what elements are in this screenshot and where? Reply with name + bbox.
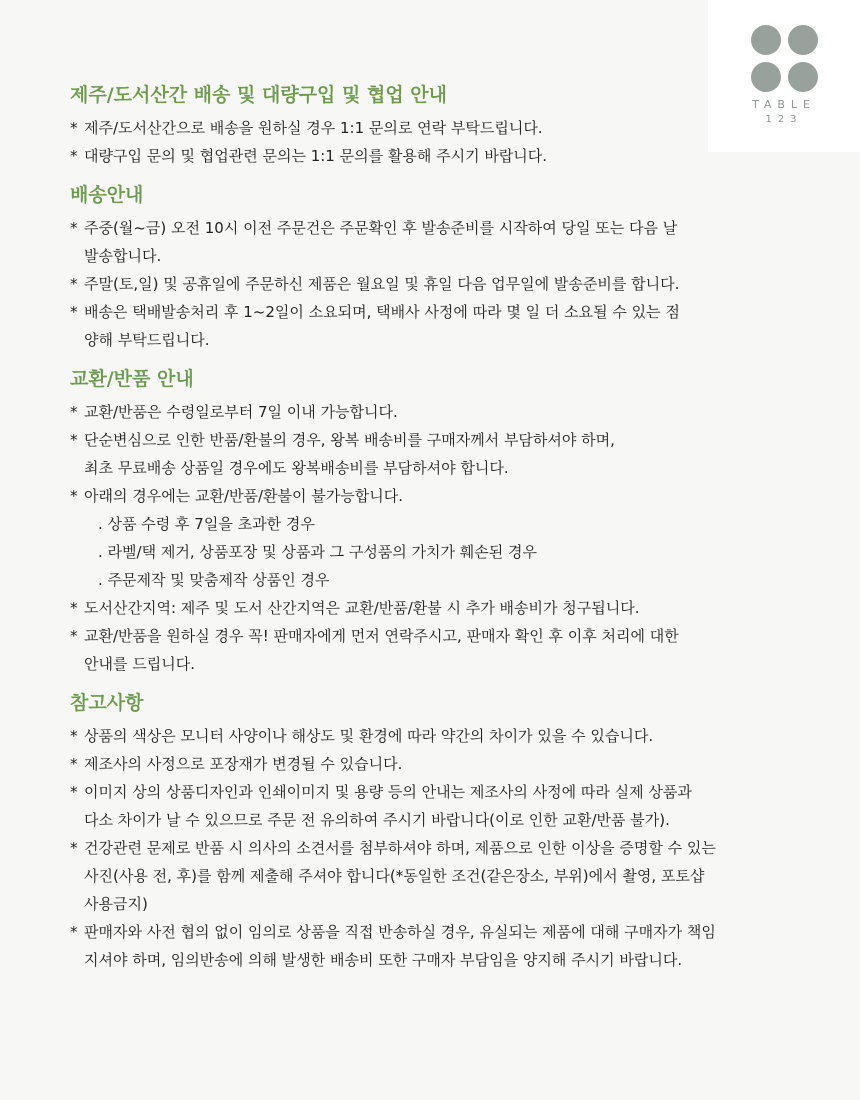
list-item	[70, 270, 790, 298]
sub-item-text: 주문제작 및 맞춤제작 상품인 경우	[107, 571, 330, 589]
sub-item-text: 상품 수령 후 7일을 초과한 경우	[107, 515, 315, 533]
list-item	[70, 750, 790, 778]
section-title-notes: 참고사항	[70, 692, 144, 714]
item-text: * 건강관련 문제로 반품 시 의사의 소견서를 첨부하셔야 하며, 제품으로 인한 이상을 증명할 수 있는	[84, 839, 716, 857]
section-list	[70, 722, 790, 974]
list-item	[70, 594, 790, 622]
item-text: 양해 부탁드립니다.	[84, 331, 210, 349]
logo-text-table: TABLE	[751, 98, 816, 111]
item-text: 발송합니다.	[84, 247, 162, 265]
section-list	[70, 214, 790, 354]
section-list	[70, 398, 790, 678]
section-title-delivery: 배송안내	[70, 184, 144, 206]
item-text: * 이미지 상의 상품디자인과 인쇄이미지 및 용량 등의 안내는 제조사의 사정에 따라 실제 상품과	[84, 783, 692, 801]
list-item	[70, 778, 790, 834]
list-item	[70, 426, 790, 482]
logo-dot	[788, 62, 818, 92]
logo-dot	[751, 25, 781, 55]
item-text: * 상품의 색상은 모니터 사양이나 해상도 및 환경에 따라 약간의 차이가 있을 수 있습니다.	[84, 727, 654, 745]
item-text: 최초 무료배송 상품일 경우에도 왕복배송비를 부담하셔야 합니다.	[84, 459, 509, 477]
item-text: * 아래의 경우에는 교환/반품/환불이 불가능합니다.	[84, 487, 403, 505]
list-item	[70, 622, 790, 678]
list-item	[70, 834, 790, 918]
logo-dot	[788, 25, 818, 55]
list-item	[70, 142, 790, 170]
sub-item-text: 라벨/택 제거, 상품포장 및 상품과 그 구성품의 가치가 훼손된 경우	[107, 543, 538, 561]
list-item	[70, 214, 790, 270]
section-title-shipping-bulk: 제주/도서산간 배송 및 대량구입 및 협업 안내	[70, 84, 448, 106]
item-text: * 단순변심으로 인한 반품/환불의 경우, 왕복 배송비를 구매자께서 부담하셔야 하며,	[84, 431, 615, 449]
sub-list-item	[98, 538, 790, 566]
item-text: 다소 차이가 날 수 있으므로 주문 전 유의하여 주시기 바랍니다(이로 인한 교환/반품 불가).	[84, 811, 670, 829]
item-text: 사용금지)	[84, 895, 148, 913]
item-text: * 도서산간지역: 제주 및 도서 산간지역은 교환/반품/환불 시 추가 배송비가 청구됩니다.	[84, 599, 640, 617]
item-text: * 주중(월~금) 오전 10시 이전 주문건은 주문확인 후 발송준비를 시작하여 당일 또는 다음 날	[84, 219, 678, 237]
notice-content	[70, 80, 790, 984]
section-title-exchange-return: 교환/반품 안내	[70, 368, 194, 390]
item-text: * 제조사의 사정으로 포장재가 변경될 수 있습니다.	[84, 755, 403, 773]
list-item	[70, 722, 790, 750]
list-item	[70, 114, 790, 142]
list-item	[70, 482, 790, 594]
item-text: * 판매자와 사전 협의 없이 임의로 상품을 직접 반송하실 경우, 유실되는 제품에 대해 구매자가 책임	[84, 923, 716, 941]
item-text: 안내를 드립니다.	[84, 655, 195, 673]
item-text: * 배송은 택배발송처리 후 1~2일이 소요되며, 택배사 사정에 따라 몇 일 더 소요될 수 있는 점	[84, 303, 680, 321]
item-text: * 대량구입 문의 및 협업관련 문의는 1:1 문의를 활용해 주시기 바랍니다.	[84, 147, 548, 165]
item-text: * 교환/반품을 원하실 경우 꼭! 판매자에게 먼저 연락주시고, 판매자 확인 후 이후 처리에 대한	[84, 627, 679, 645]
logo-text-number: 123	[765, 114, 803, 125]
section-list	[70, 114, 790, 170]
list-item	[70, 918, 790, 974]
sub-list-item	[98, 510, 790, 538]
list-item	[70, 398, 790, 426]
item-text: * 교환/반품은 수령일로부터 7일 이내 가능합니다.	[84, 403, 398, 421]
sub-list-item	[98, 566, 790, 594]
sub-list	[84, 510, 790, 594]
item-text: * 주말(토,일) 및 공휴일에 주문하신 제품은 월요일 및 휴일 다음 업무일에 발송준비를 합니다.	[84, 275, 680, 293]
item-text: 지셔야 하며, 임의반송에 의해 발생한 배송비 또한 구매자 부담임을 양지해 주시기 바랍니다.	[84, 951, 683, 969]
item-text: 사진(사용 전, 후)를 함께 제출해 주셔야 합니다(*동일한 조건(같은장소, 부위)에서 촬영, 포토샵	[84, 867, 705, 885]
list-item	[70, 298, 790, 354]
item-text: * 제주/도서산간으로 배송을 원하실 경우 1:1 문의로 연락 부탁드립니다.	[84, 119, 543, 137]
